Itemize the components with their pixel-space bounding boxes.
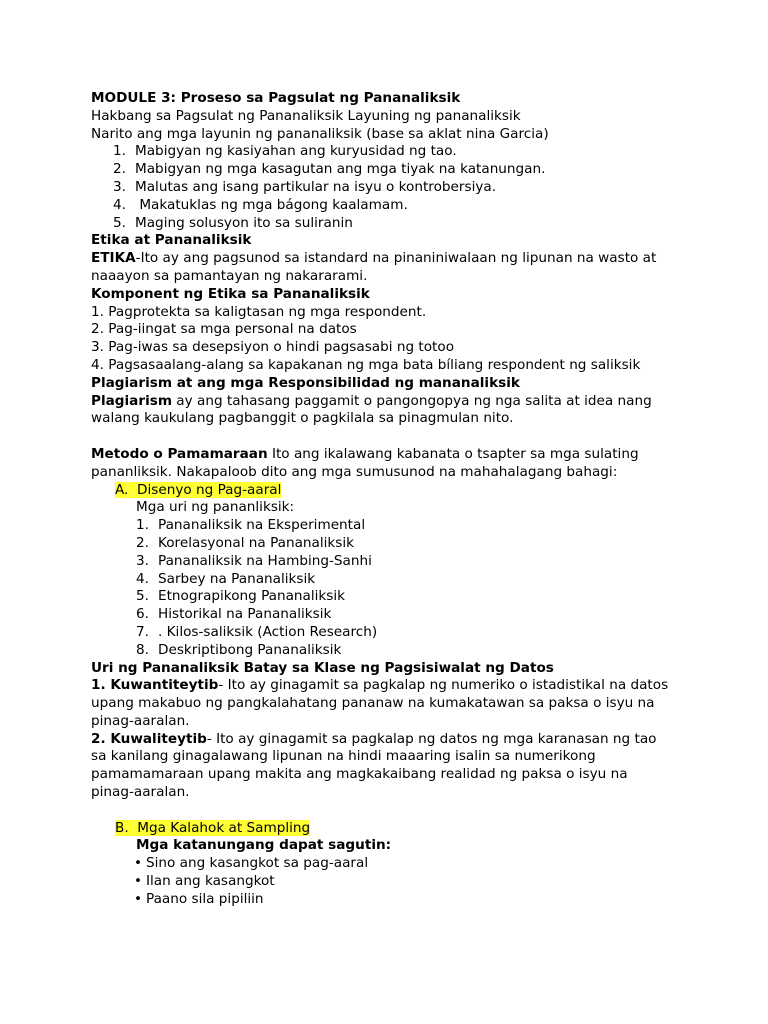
bullet-icon: •	[134, 855, 143, 872]
list-item: 5. Maging solusyon ito sa suliranin	[113, 214, 353, 231]
list-item: 2. Korelasyonal na Pananaliksik	[136, 534, 355, 551]
kwaliteytib-definition-cont: sa kanilang ginagalawang lipunan na hindi maaaring isalin sa numerikong	[91, 748, 596, 765]
bullet-icon: •	[134, 890, 143, 907]
spacer	[91, 428, 691, 446]
metodo-definition: Metodo o Pamamaraan Ito ang ikalawang kabanata o tsapter sa mga sulating	[91, 445, 639, 462]
kwaliteytib-definition: 2. Kuwaliteytib- Ito ay ginagamit sa pagkalap ng datos ng mga karanasan ng tao	[91, 730, 657, 747]
list-item: 7. . Kilos-saliksik (Action Research)	[136, 623, 378, 640]
komponent-item: 3. Pag-iwas sa desepsiyon o hindi pagsasabi ng totoo	[91, 339, 455, 356]
narito-line: Narito ang mga layunin ng pananaliksik (base sa aklat nina Garcia)	[91, 125, 549, 142]
list-item: • Ilan ang kasangkot	[134, 873, 275, 890]
katanungan-list	[91, 855, 691, 908]
section-b-label: B. Mga Kalahok at Sampling	[115, 819, 311, 836]
section-a-label: A. Disenyo ng Pag-aaral	[115, 481, 282, 498]
layunin-list	[91, 143, 691, 232]
plagiarism-term: Plagiarism	[91, 392, 172, 409]
document-page	[91, 90, 691, 909]
mga-uri-label: Mga uri ng pananliksik:	[136, 499, 295, 516]
section-b-heading	[91, 820, 691, 838]
list-item: 8. Deskriptibong Pananaliksik	[136, 641, 342, 658]
kwaliteytib-definition-cont: pinag-aaralan.	[91, 784, 190, 801]
module-title: MODULE 3: Proseso sa Pagsulat ng Pananaliksik	[91, 90, 461, 106]
uri-heading: Uri ng Pananaliksik Batay sa Klase ng Pagsisiwalat ng Datos	[91, 659, 554, 676]
komponent-heading: Komponent ng Etika sa Pananaliksik	[91, 285, 370, 302]
etika-heading: Etika at Pananaliksik	[91, 232, 252, 249]
metodo-definition-cont: pananliksik. Nakapaloob dito ang mga sumusunod na mahahalagang bahagi:	[91, 463, 618, 480]
list-item: • Paano sila pipiliin	[134, 890, 264, 907]
list-item: 1. Pananaliksik na Eksperimental	[136, 517, 366, 534]
komponent-item: 4. Pagsasaalang-alang sa kapakanan ng mga bata bíliang respondent ng saliksik	[91, 356, 641, 373]
metodo-term: Metodo o Pamamaraan	[91, 445, 268, 462]
list-item: 4. Makatuklas ng mga bágong kaalamam.	[113, 196, 408, 213]
plagiarism-definition-cont: walang kaukulang pagbanggit o pagkilala sa pinagmulan nito.	[91, 410, 514, 427]
etika-term: ETIKA	[91, 250, 136, 267]
kwantiteytib-definition: 1. Kuwantiteytib- Ito ay ginagamit sa pagkalap ng numeriko o istadistikal na datos	[91, 677, 669, 694]
uri-list	[91, 517, 691, 659]
list-item: 2. Mabigyan ng mga kasagutan ang mga tiyak na katanungan.	[113, 161, 546, 178]
katanungan-heading: Mga katanungang dapat sagutin:	[136, 837, 392, 854]
list-item: 6. Historikal na Pananaliksik	[136, 606, 332, 623]
kwaliteytib-definition-cont: pamamamaraan upang makita ang magkakaibang realidad ng paksa o isyu na	[91, 766, 628, 783]
list-item: 1. Mabigyan ng kasiyahan ang kuryusidad ng tao.	[113, 143, 457, 160]
kwantiteytib-term: 1. Kuwantiteytib	[91, 677, 219, 694]
kwantiteytib-definition-cont: upang makabuo ng pangkalahatang pananaw na kumakatawan sa paksa o isyu na	[91, 695, 655, 712]
plagiarism-heading: Plagiarism at ang mga Responsibilidad ng mananaliksik	[91, 374, 520, 391]
kwaliteytib-term: 2. Kuwaliteytib	[91, 730, 207, 747]
etika-definition: ETIKA-Ito ay ang pagsunod sa istandard na pinaniniwalaan ng lipunan na wasto at	[91, 250, 657, 267]
kwantiteytib-definition-cont: pinag-aaralan.	[91, 712, 190, 729]
section-a-heading	[91, 482, 691, 500]
list-item: • Sino ang kasangkot sa pag-aaral	[134, 855, 369, 872]
list-item: 5. Etnograpikong Pananaliksik	[136, 588, 346, 605]
hakbang-line: Hakbang sa Pagsulat ng Pananaliksik Layuning ng pananaliksik	[91, 107, 521, 124]
list-item: 4. Sarbey na Pananaliksik	[136, 570, 316, 587]
komponent-item: 2. Pag-iingat sa mga personal na datos	[91, 321, 357, 338]
spacer	[91, 802, 691, 820]
plagiarism-definition: Plagiarism ay ang tahasang paggamit o pangongopya ng nga salita at idea nang	[91, 392, 652, 409]
list-item: 3. Malutas ang isang partikular na isyu o kontrobersiya.	[113, 178, 497, 195]
komponent-item: 1. Pagprotekta sa kaligtasan ng mga respondent.	[91, 303, 427, 320]
etika-definition-cont: naaayon sa pamantayan ng nakararami.	[91, 267, 368, 284]
list-item: 3. Pananaliksik na Hambing-Sanhi	[136, 552, 372, 569]
bullet-icon: •	[134, 873, 143, 890]
